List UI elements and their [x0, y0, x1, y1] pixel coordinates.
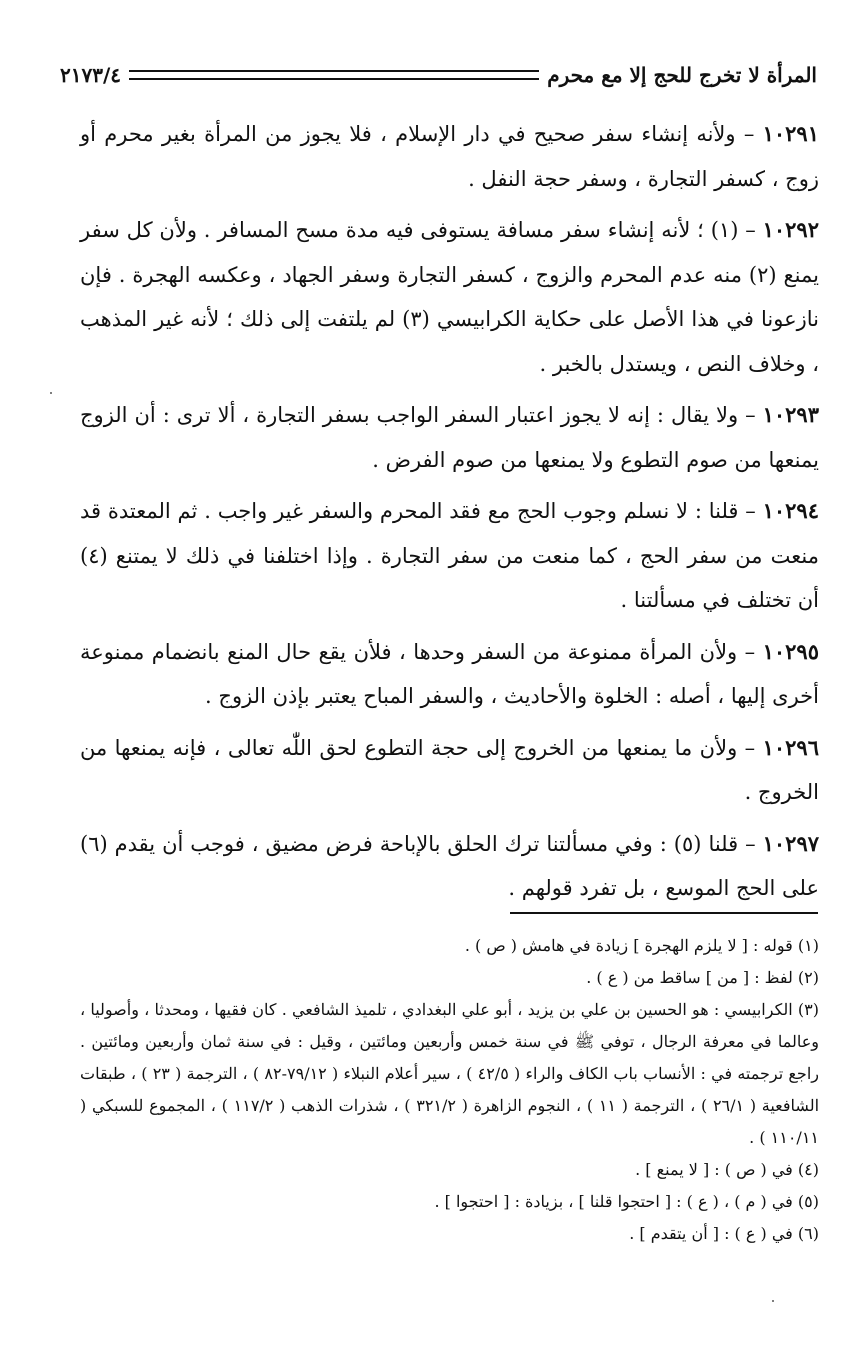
paragraph-text: – ولأن ما يمنعها من الخروج إلى حجة التطوع لحق اللّٰه تعالى ، فإنه يمنعها من الخروج .: [80, 735, 819, 804]
paragraph-10294: [80, 489, 819, 623]
paragraph-10296: [80, 726, 819, 815]
running-header: [60, 58, 817, 92]
footnote-2: (٢) لفظ : [ من ] ساقط من ( ع ) .: [586, 968, 819, 987]
footnote-1: (١) قوله : [ لا يلزم الهجرة ] زيادة في هامش ( ص ) .: [464, 936, 819, 955]
paragraph-text: – قلنا (٥) : وفي مسألتنا ترك الحلق بالإباحة فرض مضيق ، فوجب أن يقدم (٦) على الحج الموسع ، بل تفرد قولهم .: [80, 831, 819, 900]
paragraph-number: ١٠٢٩٥: [762, 638, 819, 664]
footnotes: [80, 930, 819, 1250]
footnote-3: (٣) الكرابيسي : هو الحسين بن علي بن يزيد ، أبو علي البغدادي ، تلميذ الشافعي . كان فقيها ، ومحدثا ، وأصوليا ، وعالما في معرفة الرجال ، توفي ﷺ في سنة خمس وأربعين ومائتين ، وقيل : في سنة ثمان وأربعين ومائتين . راجع ترجمته في : الأنساب باب الكاف والراء ( ٤٢/٥ ) ، سير أعلام النبلاء ( ٧٩/١٢-٨٢ ) ، الترجمة ( ٢٣ ) ، طبقات الشافعية ( ٢٦/١ ) ، الترجمة ( ١١ ) ، النجوم الزاهرة ( ٣٢١/٢ ) ، شذرات الذهب ( ١١٧/٢ ) ، المجموع للسبكي ( ١١٠/١١ ) .: [80, 1000, 820, 1147]
paragraph-text: – ولأن المرأة ممنوعة من السفر وحدها ، فلأن يقع حال المنع بانضمام ممنوعة أخرى إليها ، أصله : الخلوة والأحاديث ، والسفر المباح يعتبر بإذن الزوج .: [80, 639, 819, 708]
paragraph-number: ١٠٢٩١: [762, 121, 819, 146]
footnote-4: (٤) في ( ص ) : [ لا يمنع ] .: [635, 1160, 819, 1179]
page-number: ٢١٧٣/٤: [60, 63, 122, 87]
footnote-5: (٥) في ( م ) ، ( ع ) : [ احتجوا قلنا ] ، بزيادة : [ احتجوا ] .: [434, 1192, 819, 1211]
paragraph-number: ١٠٢٩٤: [762, 498, 819, 523]
chapter-title: المرأة لا تخرج للحج إلا مع محرم: [547, 63, 817, 87]
paragraph-number: ١٠٢٩٢: [762, 217, 819, 242]
footnote-6: (٦) في ( ع ) : [ أن يتقدم ] .: [629, 1224, 819, 1243]
paragraph-text: – (١) ؛ لأنه إنشاء سفر مسافة يستوفى فيه مدة مسح المسافر . ولأن كل سفر يمنع (٢) منه عدم المحرم والزوج ، كسفر التجارة وسفر الجهاد ، وعكسه الهجرة . فإن نازعونا في هذا الأصل على حكاية الكرابيسي (٣) لم يلتفت إلى ذلك ؛ لأنه غير المذهب ، وخلاف النص ، ويستدل بالخبر .: [80, 218, 820, 376]
paragraph-10297: [80, 822, 819, 911]
paragraph-text: – قلنا : لا نسلم وجوب الحج مع فقد المحرم والسفر غير واجب . ثم المعتدة قد منعت من سفر الحج ، كما منعت من سفر التجارة . وإذا اختلفنا في ذلك لا يمتنع (٤) أن تختلف في مسألتنا .: [80, 499, 819, 612]
paragraph-number: ١٠٢٩٣: [762, 402, 819, 427]
paragraph-number: ١٠٢٩٦: [762, 734, 819, 760]
paragraph-10295: [80, 630, 819, 719]
paragraph-text: – ولا يقال : إنه لا يجوز اعتبار السفر الواجب بسفر التجارة ، ألا ترى : أن الزوج يمنعها من صوم التطوع ولا يمنعها من صوم الفرض .: [80, 403, 819, 472]
header-double-rule: [129, 70, 539, 80]
paragraph-10293: [80, 393, 819, 482]
paragraph-10292: [80, 208, 819, 386]
footnote-divider: [510, 912, 818, 914]
scan-speck: [772, 1300, 774, 1302]
paragraph-10291: [80, 112, 819, 201]
paragraph-number: ١٠٢٩٧: [762, 830, 820, 856]
paragraph-text: – ولأنه إنشاء سفر صحيح في دار الإسلام ، فلا يجوز من المرأة بغير محرم أو زوج ، كسفر التجارة ، وسفر حجة النفل .: [80, 122, 819, 191]
scan-speck: [50, 392, 52, 394]
main-text: [80, 112, 819, 918]
